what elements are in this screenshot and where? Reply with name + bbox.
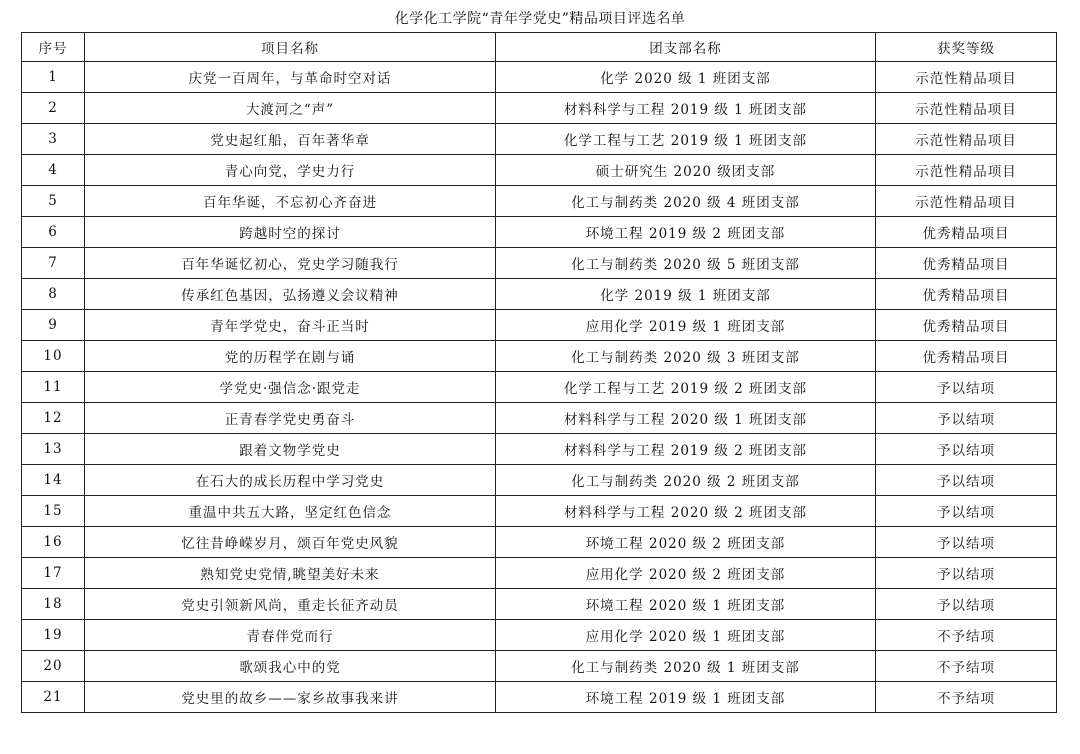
branch-name-cell: 化工与制药类 2020 级 2 班团支部: [496, 465, 876, 496]
branch-name-cell: 化工与制药类 2020 级 5 班团支部: [496, 248, 876, 279]
branch-name-cell: 化学工程与工艺 2019 级 2 班团支部: [496, 372, 876, 403]
project-name-cell: 大渡河之“声”: [85, 93, 496, 124]
award-level-cell: 示范性精品项目: [876, 155, 1057, 186]
row-number-cell: 21: [22, 682, 85, 713]
award-level-cell: 予以结项: [876, 558, 1057, 589]
award-level-cell: 予以结项: [876, 527, 1057, 558]
row-number-cell: 2: [22, 93, 85, 124]
award-level-cell: 予以结项: [876, 434, 1057, 465]
branch-name-cell: 环境工程 2020 级 2 班团支部: [496, 527, 876, 558]
row-number-cell: 3: [22, 124, 85, 155]
project-name-cell: 庆党一百周年，与革命时空对话: [85, 62, 496, 93]
table-row: [22, 310, 1057, 341]
row-number-cell: 18: [22, 589, 85, 620]
header-branch-name: 团支部名称: [496, 33, 876, 62]
row-number-cell: 16: [22, 527, 85, 558]
award-level-cell: 示范性精品项目: [876, 186, 1057, 217]
table-row: [22, 93, 1057, 124]
table-header-row: [22, 33, 1057, 62]
branch-name-cell: 化工与制药类 2020 级 4 班团支部: [496, 186, 876, 217]
project-name-cell: 重温中共五大路，坚定红色信念: [85, 496, 496, 527]
award-level-cell: 示范性精品项目: [876, 93, 1057, 124]
project-name-cell: 百年华诞，不忘初心齐奋进: [85, 186, 496, 217]
project-name-cell: 青心向党，学史力行: [85, 155, 496, 186]
branch-name-cell: 应用化学 2020 级 2 班团支部: [496, 558, 876, 589]
table-row: [22, 217, 1057, 248]
row-number-cell: 9: [22, 310, 85, 341]
project-name-cell: 正青春学党史勇奋斗: [85, 403, 496, 434]
table-row: [22, 62, 1057, 93]
project-name-cell: 歌颂我心中的党: [85, 651, 496, 682]
project-name-cell: 跟着文物学党史: [85, 434, 496, 465]
award-level-cell: 优秀精品项目: [876, 310, 1057, 341]
branch-name-cell: 材料科学与工程 2020 级 2 班团支部: [496, 496, 876, 527]
row-number-cell: 10: [22, 341, 85, 372]
project-name-cell: 传承红色基因，弘扬遵义会议精神: [85, 279, 496, 310]
row-number-cell: 20: [22, 651, 85, 682]
row-number-cell: 11: [22, 372, 85, 403]
award-level-cell: 不予结项: [876, 651, 1057, 682]
award-level-cell: 优秀精品项目: [876, 341, 1057, 372]
branch-name-cell: 环境工程 2019 级 2 班团支部: [496, 217, 876, 248]
table-row: [22, 496, 1057, 527]
branch-name-cell: 环境工程 2020 级 1 班团支部: [496, 589, 876, 620]
table-row: [22, 620, 1057, 651]
row-number-cell: 5: [22, 186, 85, 217]
project-name-cell: 熟知党史党情,眺望美好未来: [85, 558, 496, 589]
project-name-cell: 忆往昔峥嵘岁月，颂百年党史风貌: [85, 527, 496, 558]
table-row: [22, 186, 1057, 217]
header-number: 序号: [22, 33, 85, 62]
table-body: [22, 62, 1057, 713]
table-row: [22, 372, 1057, 403]
table-row: [22, 527, 1057, 558]
row-number-cell: 19: [22, 620, 85, 651]
branch-name-cell: 化工与制药类 2020 级 1 班团支部: [496, 651, 876, 682]
row-number-cell: 7: [22, 248, 85, 279]
table-row: [22, 155, 1057, 186]
award-level-cell: 示范性精品项目: [876, 124, 1057, 155]
table-row: [22, 124, 1057, 155]
branch-name-cell: 材料科学与工程 2019 级 2 班团支部: [496, 434, 876, 465]
branch-name-cell: 材料科学与工程 2020 级 1 班团支部: [496, 403, 876, 434]
branch-name-cell: 化学工程与工艺 2019 级 1 班团支部: [496, 124, 876, 155]
project-name-cell: 在石大的成长历程中学习党史: [85, 465, 496, 496]
award-level-cell: 予以结项: [876, 403, 1057, 434]
project-name-cell: 党的历程学在剧与诵: [85, 341, 496, 372]
row-number-cell: 17: [22, 558, 85, 589]
row-number-cell: 4: [22, 155, 85, 186]
table-row: [22, 403, 1057, 434]
branch-name-cell: 应用化学 2020 级 1 班团支部: [496, 620, 876, 651]
award-level-cell: 优秀精品项目: [876, 248, 1057, 279]
table-row: [22, 341, 1057, 372]
table-row: [22, 682, 1057, 713]
row-number-cell: 1: [22, 62, 85, 93]
award-level-cell: 予以结项: [876, 589, 1057, 620]
row-number-cell: 14: [22, 465, 85, 496]
row-number-cell: 15: [22, 496, 85, 527]
branch-name-cell: 硕士研究生 2020 级团支部: [496, 155, 876, 186]
project-name-cell: 党史起红船，百年著华章: [85, 124, 496, 155]
award-level-cell: 予以结项: [876, 465, 1057, 496]
table-row: [22, 279, 1057, 310]
table-row: [22, 651, 1057, 682]
branch-name-cell: 应用化学 2019 级 1 班团支部: [496, 310, 876, 341]
branch-name-cell: 材料科学与工程 2019 级 1 班团支部: [496, 93, 876, 124]
award-level-cell: 予以结项: [876, 496, 1057, 527]
branch-name-cell: 环境工程 2019 级 1 班团支部: [496, 682, 876, 713]
row-number-cell: 12: [22, 403, 85, 434]
project-name-cell: 跨越时空的探讨: [85, 217, 496, 248]
row-number-cell: 13: [22, 434, 85, 465]
branch-name-cell: 化学 2019 级 1 班团支部: [496, 279, 876, 310]
branch-name-cell: 化学 2020 级 1 班团支部: [496, 62, 876, 93]
document-title: 化学化工学院“青年学党史”精品项目评选名单: [394, 11, 686, 27]
branch-name-cell: 化工与制药类 2020 级 3 班团支部: [496, 341, 876, 372]
project-name-cell: 青年学党史，奋斗正当时: [85, 310, 496, 341]
header-project-name: 项目名称: [85, 33, 496, 62]
table-row: [22, 434, 1057, 465]
table-row: [22, 589, 1057, 620]
project-name-cell: 党史引领新风尚，重走长征齐动员: [85, 589, 496, 620]
award-level-cell: 予以结项: [876, 372, 1057, 403]
project-name-cell: 党史里的故乡——家乡故事我来讲: [85, 682, 496, 713]
results-table: [21, 32, 1057, 713]
project-name-cell: 百年华诞忆初心，党史学习随我行: [85, 248, 496, 279]
header-award-level: 获奖等级: [876, 33, 1057, 62]
table-row: [22, 558, 1057, 589]
project-name-cell: 青春伴党而行: [85, 620, 496, 651]
table-row: [22, 248, 1057, 279]
award-level-cell: 不予结项: [876, 682, 1057, 713]
table-row: [22, 465, 1057, 496]
row-number-cell: 6: [22, 217, 85, 248]
award-level-cell: 优秀精品项目: [876, 279, 1057, 310]
project-name-cell: 学党史·强信念·跟党走: [85, 372, 496, 403]
award-level-cell: 示范性精品项目: [876, 62, 1057, 93]
award-level-cell: 不予结项: [876, 620, 1057, 651]
row-number-cell: 8: [22, 279, 85, 310]
award-level-cell: 优秀精品项目: [876, 217, 1057, 248]
